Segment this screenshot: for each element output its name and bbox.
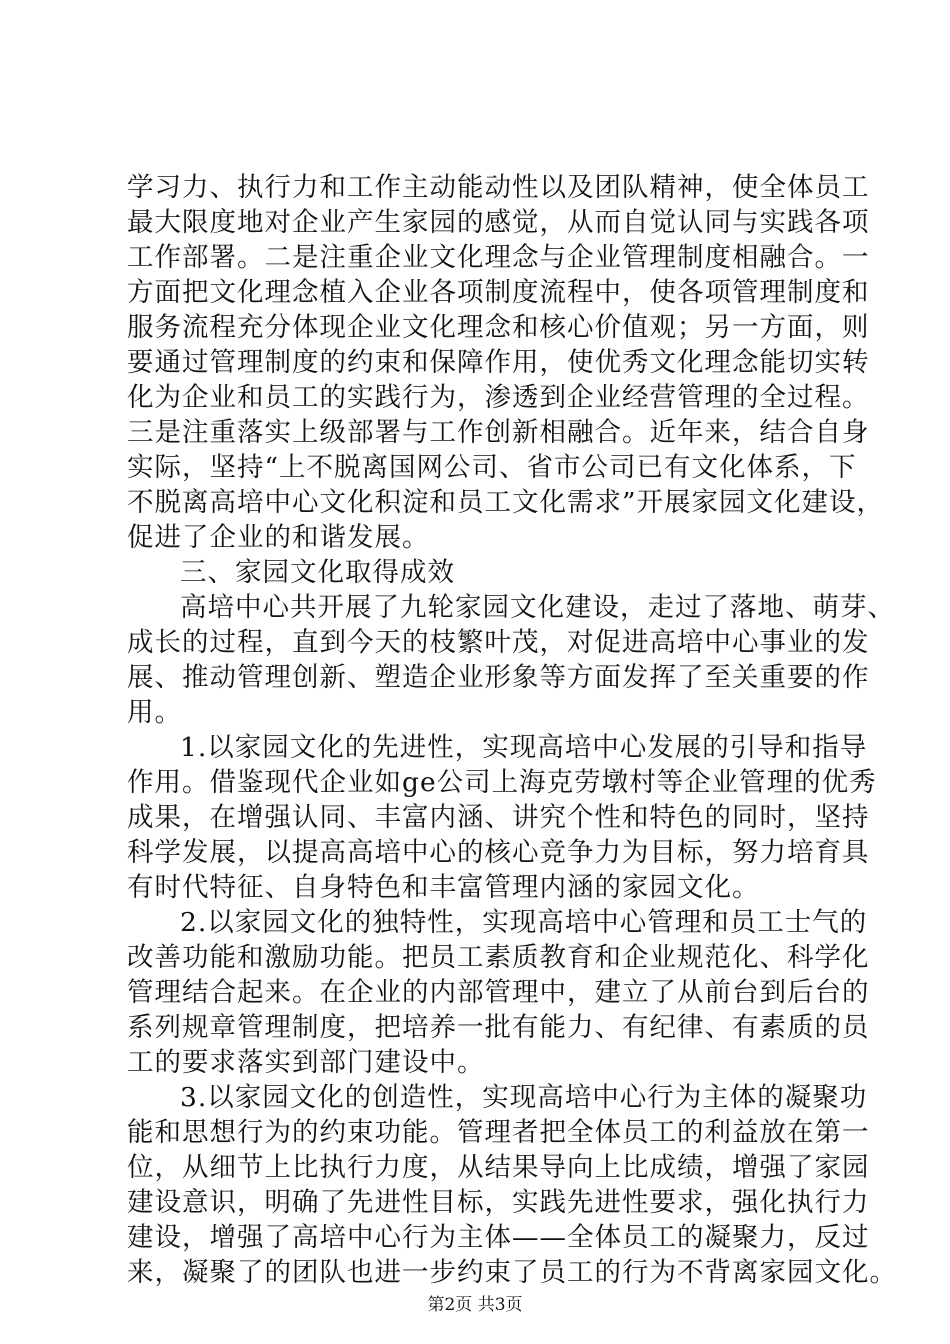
page-footer: 第2页 共3页: [427, 1295, 523, 1315]
text-line: 建设，增强了高培中心行为主体——全体员工的凝聚力，反过: [127, 1222, 870, 1253]
text-line: 有时代特征、自身特色和丰富管理内涵的家园文化。: [127, 872, 760, 903]
section-heading: 三、家园文化取得成效: [180, 557, 455, 588]
text-line: 促进了企业的和谐发展。: [127, 522, 430, 553]
text-line: 成果，在增强认同、丰富内涵、讲究个性和特色的同时，坚持: [127, 802, 870, 833]
text-line: 工作部署。二是注重企业文化理念与企业管理制度相融合。一: [127, 242, 870, 273]
text-line: 三是注重落实上级部署与工作创新相融合。近年来，结合自身: [127, 417, 870, 448]
text-line: 化为企业和员工的实践行为，渗透到企业经营管理的全过程。: [127, 382, 870, 413]
text-line: 方面把文化理念植入企业各项制度流程中，使各项管理制度和: [127, 277, 870, 308]
text-line: 学习力、执行力和工作主动能动性以及团队精神，使全体员工: [127, 172, 870, 203]
text-line: 工的要求落实到部门建设中。: [127, 1047, 485, 1078]
list-item-1-start: 1.以家园文化的先进性，实现高培中心发展的引导和指导: [180, 732, 868, 763]
list-item-3-start: 3.以家园文化的创造性，实现高培中心行为主体的凝聚功: [180, 1082, 868, 1113]
text-line: 不脱离高培中心文化积淀和员工文化需求”开展家园文化建设，: [127, 487, 885, 518]
text-line: 最大限度地对企业产生家园的感觉，从而自觉认同与实践各项: [127, 207, 870, 238]
text-line: 改善功能和激励功能。把员工素质教育和企业规范化、科学化: [127, 942, 870, 973]
text-line: 管理结合起来。在企业的内部管理中，建立了从前台到后台的: [127, 977, 870, 1008]
text-line: 位，从细节上比执行力度，从结果导向上比成绩，增强了家园: [127, 1152, 870, 1183]
text-line: 实际，坚持“上不脱离国网公司、省市公司已有文化体系，下: [127, 452, 857, 483]
list-item-2-start: 2.以家园文化的独特性，实现高培中心管理和员工士气的: [180, 907, 868, 938]
text-line: 服务流程充分体现企业文化理念和核心价值观；另一方面，则: [127, 312, 870, 343]
text-line: 用。: [127, 697, 182, 728]
text-line: 来，凝聚了的团队也进一步约束了员工的行为不背离家园文化。: [127, 1257, 897, 1288]
text-line: 作用。借鉴现代企业如ge公司上海克劳墩村等企业管理的优秀: [127, 767, 877, 798]
text-line: 展、推动管理创新、塑造企业形象等方面发挥了至关重要的作: [127, 662, 870, 693]
text-line: 建设意识，明确了先进性目标，实践先进性要求，强化执行力: [127, 1187, 870, 1218]
text-line: 系列规章管理制度，把培养一批有能力、有纪律、有素质的员: [127, 1012, 870, 1043]
paragraph-start: 高培中心共开展了九轮家园文化建设，走过了落地、萌芽、: [180, 592, 895, 623]
text-line: 成长的过程，直到今天的枝繁叶茂，对促进高培中心事业的发: [127, 627, 870, 658]
text-line: 科学发展，以提高高培中心的核心竞争力为目标，努力培育具: [127, 837, 870, 868]
text-line: 要通过管理制度的约束和保障作用，使优秀文化理念能切实转: [127, 347, 870, 378]
text-line: 能和思想行为的约束功能。管理者把全体员工的利益放在第一: [127, 1117, 870, 1148]
